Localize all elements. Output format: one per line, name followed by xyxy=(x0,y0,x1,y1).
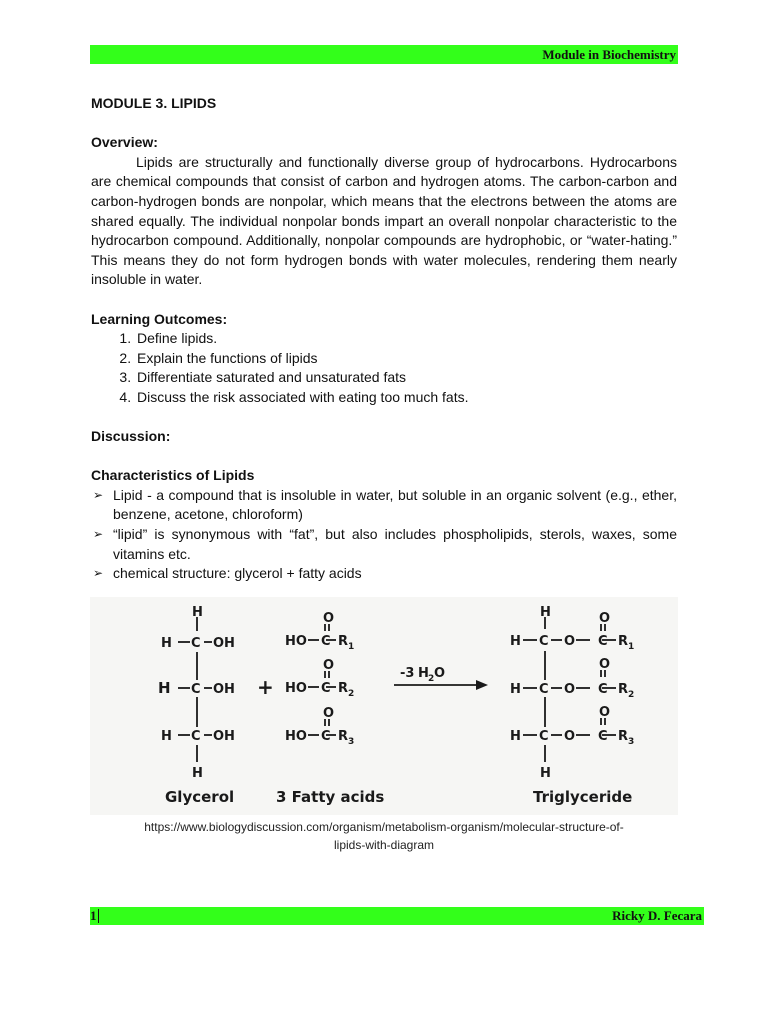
atom-label: H xyxy=(540,766,551,781)
list-item xyxy=(91,564,677,584)
outcomes-heading: Learning Outcomes: xyxy=(91,310,228,327)
triglyceride-label: Triglyceride xyxy=(533,788,633,806)
bullet-text: chemical structure: glycerol + fatty acids xyxy=(113,565,362,582)
outcomes-list xyxy=(91,329,677,407)
reaction-diagram xyxy=(90,597,678,815)
footer-divider xyxy=(98,909,99,923)
atom-label: 1 xyxy=(628,642,635,652)
atom-label: 2 xyxy=(348,689,355,699)
document-body xyxy=(91,94,677,584)
atom-label: H xyxy=(540,605,551,620)
atom-label: OH xyxy=(213,682,235,697)
list-item: 1. Define lipids. xyxy=(135,329,677,349)
overview-paragraph: Lipids are structurally and functionally diverse group of hydrocarbons. Hydrocarbons are chemical compounds that consist of carbon and hydrogen atoms. The carbon-carbon and carbon-hydrogen bonds are nonpolar, which means that the electrons between the atoms are shared equally. The individual nonpolar bonds impart an overall nonpolar characteristic to the hydrocarbon compound. Additionally, nonpolar compounds are hydrophobic, or “water-hating.” This means they do not form hydrogen bonds with water molecules, rendering them nearly insoluble in water. xyxy=(91,153,677,288)
atom-label: H xyxy=(161,636,172,651)
atom-label: C xyxy=(598,729,608,744)
atom-label: C xyxy=(191,729,201,744)
atom-label: C xyxy=(321,634,331,649)
list-item: 4. Discuss the risk associated with eating too much fats. xyxy=(135,388,677,408)
footer-author: Ricky D. Fecara xyxy=(612,908,702,923)
arrow-bullet-icon: ➢ xyxy=(93,527,104,542)
atom-label: C xyxy=(598,682,608,697)
atom-label: R xyxy=(338,681,349,696)
atom-label: O xyxy=(323,706,335,721)
list-item xyxy=(91,525,677,564)
overview-heading: Overview: xyxy=(91,134,158,151)
atom-label: 1 xyxy=(348,642,355,652)
atom-label: C xyxy=(191,682,201,697)
atom-label: HO xyxy=(285,729,307,744)
atom-label: H xyxy=(192,766,203,781)
atom-label: C xyxy=(539,729,549,744)
atom-label: O xyxy=(323,658,335,673)
atom-label: H xyxy=(510,729,521,744)
bullet-text: Lipid - a compound that is insoluble in water, but soluble in an organic solvent (e.g., ether, benzene, acetone, chloroform) xyxy=(113,486,677,523)
atom-label: OH xyxy=(213,729,235,744)
reaction-condition: 2 xyxy=(428,674,435,684)
arrow-bullet-icon: ➢ xyxy=(93,566,104,581)
caption-line: lipids-with-diagram xyxy=(333,838,435,852)
fatty-acids-label: 3 Fatty acids xyxy=(276,788,385,806)
caption-line: https://www.biologydiscussion.com/organism/metabolism-organism/molecular-structure-of- xyxy=(144,820,624,834)
atom-label: H xyxy=(158,679,171,697)
plus-sign: + xyxy=(257,675,274,699)
atom-label: 3 xyxy=(348,737,355,747)
characteristics-heading: Characteristics of Lipids xyxy=(91,467,255,484)
atom-label: C xyxy=(539,634,549,649)
atom-label: OH xyxy=(213,636,235,651)
atom-label: H xyxy=(510,682,521,697)
atom-label: R xyxy=(338,729,349,744)
atom-label: C xyxy=(191,636,201,651)
reaction-condition: O xyxy=(434,666,446,681)
module-title: MODULE 3. LIPIDS xyxy=(91,95,217,111)
atom-label: H xyxy=(510,634,521,649)
atom-label: O xyxy=(599,705,611,720)
header-bar xyxy=(90,45,678,64)
atom-label: O xyxy=(599,657,611,672)
list-item: 2. Explain the functions of lipids xyxy=(135,349,677,369)
atom-label: 2 xyxy=(628,690,635,700)
atom-label: C xyxy=(321,729,331,744)
list-item xyxy=(91,486,677,525)
atom-label: R xyxy=(618,634,629,649)
arrow-bullet-icon: ➢ xyxy=(93,487,104,502)
discussion-heading: Discussion: xyxy=(91,428,171,445)
reaction-condition: -3 xyxy=(400,666,415,681)
page-number: 1 xyxy=(90,908,97,923)
header-title: Module in Biochemistry xyxy=(542,47,676,62)
atom-label: O xyxy=(599,611,611,626)
figure-caption xyxy=(90,818,678,854)
atom-label: R xyxy=(618,729,629,744)
atom-label: O xyxy=(323,611,335,626)
atom-label: C xyxy=(321,681,331,696)
atom-label: HO xyxy=(285,634,307,649)
footer-bar xyxy=(90,907,704,925)
atom-label: O xyxy=(564,729,576,744)
atom-label: R xyxy=(618,682,629,697)
atom-label: C xyxy=(598,634,608,649)
list-item: 3. Differentiate saturated and unsaturated fats xyxy=(135,368,677,388)
bullet-text: “lipid” is synonymous with “fat”, but also includes phospholipids, sterols, waxes, some vitamins etc. xyxy=(113,526,677,562)
atom-label: C xyxy=(539,682,549,697)
reaction-condition: H xyxy=(418,666,429,681)
atom-label: R xyxy=(338,634,349,649)
atom-label: 3 xyxy=(628,737,635,747)
atom-label: H xyxy=(192,605,203,620)
atom-label: O xyxy=(564,634,576,649)
characteristics-list xyxy=(91,486,677,584)
atom-label: H xyxy=(161,729,172,744)
triglyceride-formation-figure xyxy=(90,597,678,815)
atom-label: O xyxy=(564,682,576,697)
atom-label: HO xyxy=(285,681,307,696)
glycerol-label: Glycerol xyxy=(165,788,235,806)
